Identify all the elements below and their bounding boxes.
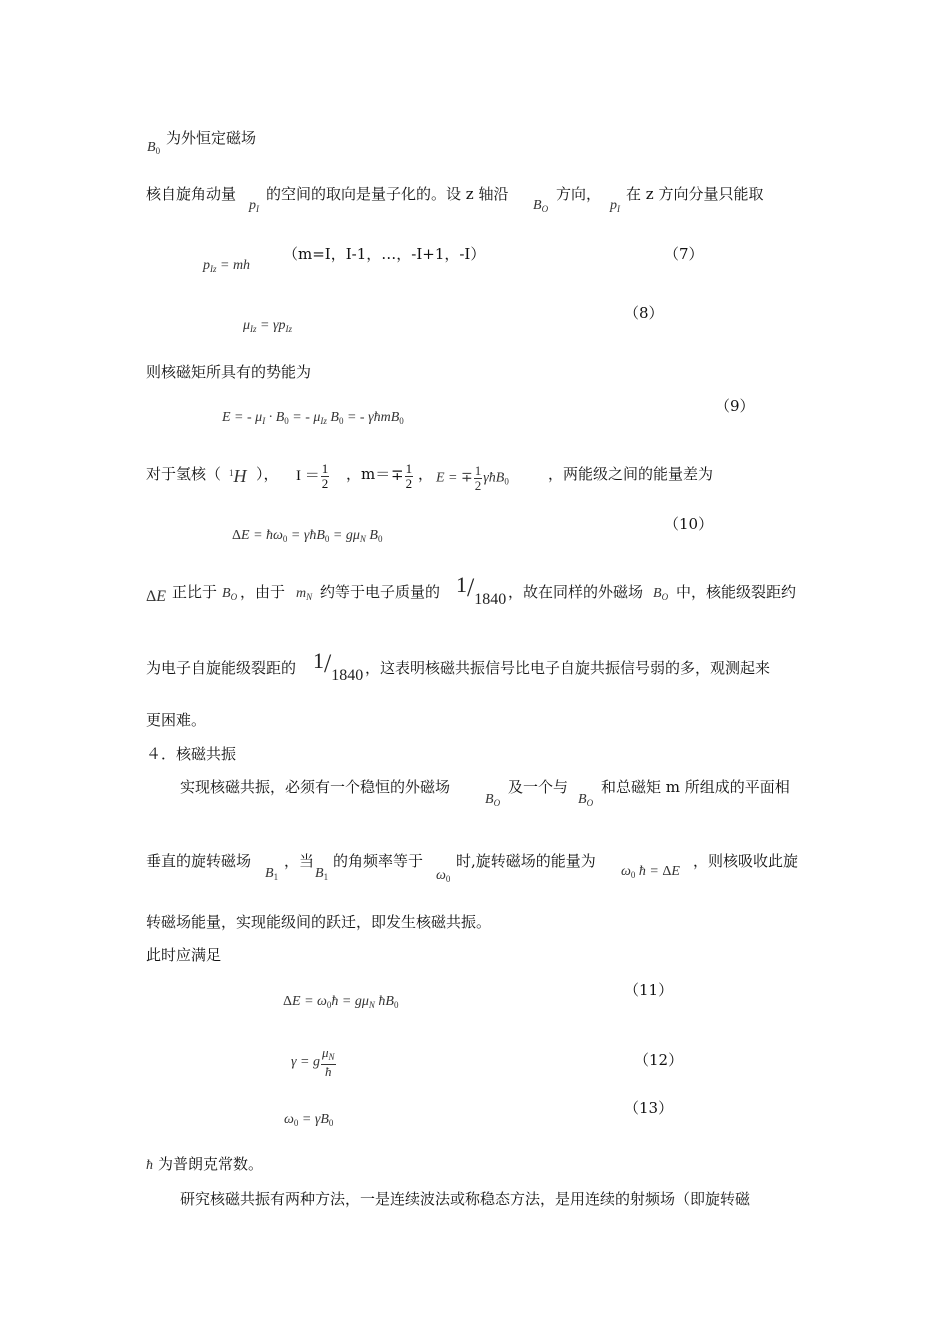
equation-7-condition: （m=I，I-1，…，-I+1，-I） <box>283 245 486 263</box>
text-line-2c: 方向， <box>556 185 602 203</box>
resonance-energy: $\omega_0$ ħ = ΔE <box>621 864 680 880</box>
text-line-5a: 正比于 <box>172 583 218 601</box>
text-line-2d: 在 z 方向分量只能取 <box>626 185 764 203</box>
symbol-hbar: ħ <box>146 1158 153 1173</box>
symbol-bo-3: $B_O$ <box>222 586 238 602</box>
text-line-2a: 核自旋角动量 <box>146 185 237 203</box>
symbol-pi-2: $p_I$ <box>610 198 620 214</box>
text-line-6b: ，这表明核磁共振信号比电子自旋共振信号弱的多，观测起来 <box>365 659 771 677</box>
equation-13-number: （13） <box>624 1099 674 1117</box>
symbol-delta-e: ΔE <box>146 588 167 605</box>
text-line-4a: 对于氢核（ <box>146 465 222 483</box>
text-line-11: 转磁场能量，实现能级间的跃迁，即发生核磁共振。 <box>146 913 492 931</box>
text-line-14: 研究核磁共振有两种方法，一是连续波法或称稳态方法，是用连续的射频场（即旋转磁 <box>180 1190 751 1208</box>
symbol-pi: $p_I$ <box>249 198 259 214</box>
symbol-bo-6: $B_O$ <box>578 792 594 808</box>
text-line-10b: ，当 <box>284 852 315 870</box>
spin-i-value: I ＝ $\frac{1}{2}$ <box>296 461 329 491</box>
text-line-5c: 约等于电子质量的 <box>320 583 441 601</box>
equation-7: $p_{Iz}$ = mh <box>203 258 251 274</box>
equation-13: $\omega_0 = \gamma B_0$ <box>284 1112 334 1128</box>
text-line-5b: ，由于 <box>240 583 286 601</box>
text-line-10a: 垂直的旋转磁场 <box>146 852 252 870</box>
equation-9-number: （9） <box>715 397 755 415</box>
symbol-b0: $B_0$ <box>147 140 161 156</box>
text-line-12: 此时应满足 <box>146 946 222 964</box>
section-heading: ４．核磁共振 <box>146 745 237 763</box>
text-line-3: 则核磁矩所具有的势能为 <box>146 363 312 381</box>
symbol-mn: $m_N$ <box>296 586 313 602</box>
equation-12-number: （12） <box>634 1051 684 1069</box>
equation-10-number: （10） <box>664 515 714 533</box>
equation-11: $\Delta E = \omega_0ħ = g\mu_N$ $ħB_0$ <box>283 994 399 1010</box>
symbol-omega0: $\omega_0$ <box>436 868 451 884</box>
symbol-bo: $B_O$ <box>533 198 549 214</box>
symbol-hydrogen: $^1$H <box>229 466 247 486</box>
text-line-10c: 的角频率等于 <box>333 852 424 870</box>
symbol-b1-2: $B_1$ <box>315 866 329 882</box>
fraction-1-1840: $1/_{1840}$ <box>456 572 507 608</box>
symbol-bo-4: $B_O$ <box>653 586 669 602</box>
text-line-4b: ）， <box>256 465 279 483</box>
symbol-b1: $B_1$ <box>265 866 279 882</box>
text-line-5d: ，故在同样的外磁场 <box>508 583 644 601</box>
text-line-7: 更困难。 <box>146 711 207 729</box>
text-line-9a: 实现核磁共振，必须有一个稳恒的外磁场 <box>180 778 451 796</box>
text-line-4c: ，m＝ <box>346 465 391 483</box>
equation-9: E = - $\mu_I \cdot B_0$ = - $\mu_{Iz}$ $B_0$ = - γħmB$_0$ <box>222 410 404 426</box>
equation-8-number: （8） <box>624 304 664 322</box>
text-line-5e: 中，核能级裂距约 <box>676 583 797 601</box>
equation-8: $\mu_{Iz} = \gamma p_{Iz}$ <box>243 318 292 334</box>
text-line-1: 为外恒定磁场 <box>166 129 257 147</box>
text-line-10e: ，则核吸收此旋 <box>693 852 799 870</box>
m-value: ∓ $\frac{1}{2}$ <box>391 461 413 491</box>
symbol-bo-5: $B_O$ <box>485 792 501 808</box>
energy-levels: E = ∓ $\frac{1}{2}$ γħB$_0$ <box>436 463 509 493</box>
text-line-9b: 及一个与 <box>508 778 569 796</box>
fraction-1-1840-2: $1/_{1840}$ <box>313 648 364 684</box>
text-line-4d: ， <box>418 465 434 483</box>
text-line-6a: 为电子自旋能级裂距的 <box>146 659 297 677</box>
text-line-13: 为普朗克常数。 <box>158 1155 264 1173</box>
equation-10: $\Delta E = ħ\omega_0$ = γħB$_0$ = $g\mu_N$ $B_0$ <box>232 528 383 544</box>
equation-11-number: （11） <box>624 981 674 999</box>
equation-12: γ = g $\frac{\mu_N}{ħ}$ <box>291 1045 335 1079</box>
text-line-9c: 和总磁矩 m 所组成的平面相 <box>601 778 790 796</box>
text-line-4e: ，两能级之间的能量差为 <box>548 465 714 483</box>
equation-7-number: （7） <box>664 245 704 263</box>
text-line-10d: 时,旋转磁场的能量为 <box>456 852 596 870</box>
text-line-2b: 的空间的取向是量子化的。设 z 轴沿 <box>266 185 509 203</box>
